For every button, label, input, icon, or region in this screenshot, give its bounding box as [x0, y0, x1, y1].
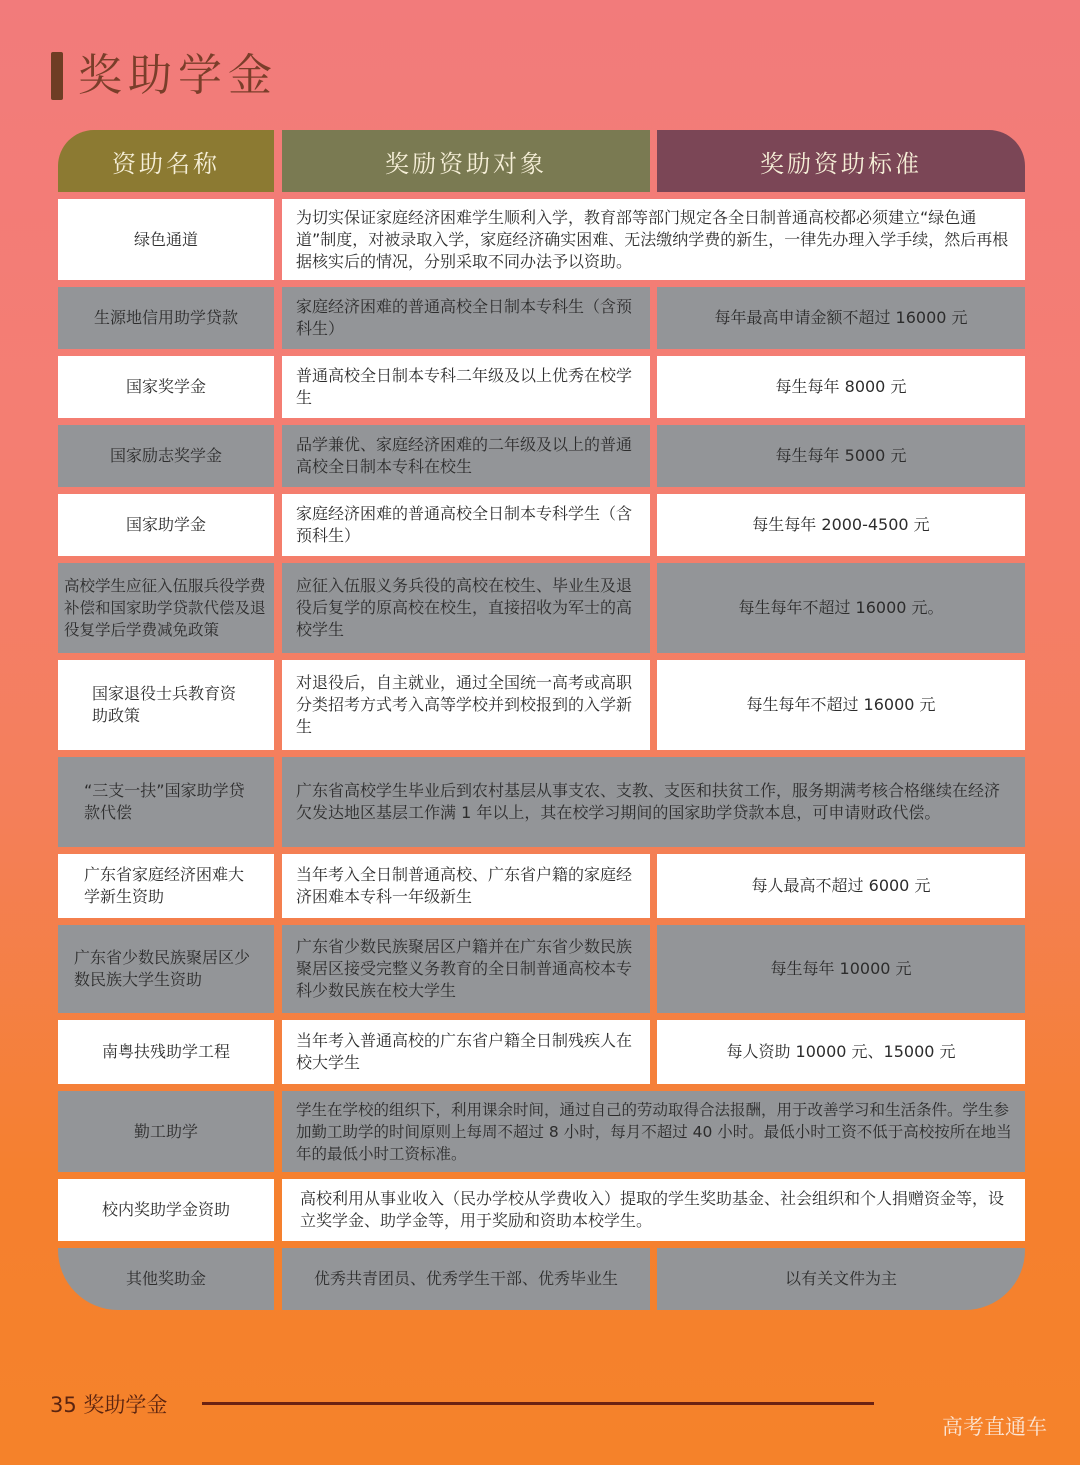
row-target: 当年考入普通高校的广东省户籍全日制残疾人在校大学生 — [282, 1020, 650, 1084]
page-title: 奖助学金 — [78, 50, 278, 101]
row-standard: 每人资助 10000 元、15000 元 — [657, 1020, 1025, 1084]
row-standard: 每生每年不超过 16000 元 — [657, 660, 1025, 750]
row-name: “三支一扶”国家助学贷款代偿 — [58, 757, 274, 847]
row-target: 应征入伍服义务兵役的高校在校生、毕业生及退役后复学的原高校在校生，直接招收为军士的高校学生 — [282, 563, 650, 653]
row-standard: 每生每年 10000 元 — [657, 925, 1025, 1013]
row-name: 广东省少数民族聚居区少数民族大学生资助 — [58, 925, 274, 1013]
row-name: 国家退役士兵教育资助政策 — [58, 660, 274, 750]
row-name: 高校学生应征入伍服兵役学费补偿和国家助学贷款代偿及退役复学后学费减免政策 — [58, 563, 274, 653]
header-aid-name: 资助名称 — [58, 130, 274, 192]
row-target: 普通高校全日制本专科二年级及以上优秀在校学生 — [282, 356, 650, 418]
row-name: 其他奖助金 — [58, 1248, 274, 1310]
row-standard: 每人最高不超过 6000 元 — [657, 854, 1025, 918]
row-target: 对退役后，自主就业，通过全国统一高考或高职分类招考方式考入高等学校并到校报到的入学新生 — [282, 660, 650, 750]
row-target: 当年考入全日制普通高校、广东省户籍的家庭经济困难本专科一年级新生 — [282, 854, 650, 918]
row-name: 勤工助学 — [58, 1091, 274, 1172]
footer-divider — [202, 1402, 874, 1405]
title-accent-bar — [51, 52, 63, 100]
row-standard: 以有关文件为主 — [657, 1248, 1025, 1310]
row-name: 广东省家庭经济困难大学新生资助 — [58, 854, 274, 918]
row-target: 优秀共青团员、优秀学生干部、优秀毕业生 — [282, 1248, 650, 1310]
row-name: 国家励志奖学金 — [58, 425, 274, 487]
row-target: 广东省少数民族聚居区户籍并在广东省少数民族聚居区接受完整义务教育的全日制普通高校本专科少数民族在校大学生 — [282, 925, 650, 1013]
row-standard: 每生每年不超过 16000 元。 — [657, 563, 1025, 653]
row-target: 品学兼优、家庭经济困难的二年级及以上的普通高校全日制本专科在校生 — [282, 425, 650, 487]
row-name: 国家奖学金 — [58, 356, 274, 418]
row-target: 高校利用从事业收入（民办学校从学费收入）提取的学生奖助基金、社会组织和个人捐赠资金等，设立奖学金、助学金等，用于奖励和资助本校学生。 — [282, 1179, 1025, 1241]
header-aid-standard: 奖励资助标准 — [657, 130, 1025, 192]
row-target: 为切实保证家庭经济困难学生顺利入学，教育部等部门规定各全日制普通高校都必须建立“绿色通道”制度，对被录取入学，家庭经济确实困难、无法缴纳学费的新生，一律先办理入学手续，然后再根据核实后的情况，分别采取不同办法予以资助。 — [282, 199, 1025, 280]
row-name: 国家助学金 — [58, 494, 274, 556]
row-name: 绿色通道 — [58, 199, 274, 280]
row-target: 家庭经济困难的普通高校全日制本专科生（含预科生） — [282, 287, 650, 349]
row-target: 家庭经济困难的普通高校全日制本专科学生（含预科生） — [282, 494, 650, 556]
row-standard: 每生每年 8000 元 — [657, 356, 1025, 418]
row-standard: 每生每年 2000-4500 元 — [657, 494, 1025, 556]
row-name: 校内奖助学金资助 — [58, 1179, 274, 1241]
row-name: 生源地信用助学贷款 — [58, 287, 274, 349]
page-footer-label: 35 奖助学金 — [50, 1393, 168, 1417]
row-target: 学生在学校的组织下，利用课余时间，通过自己的劳动取得合法报酬，用于改善学习和生活条件。学生参加勤工助学的时间原则上每周不超过 8 小时，每月不超过 40 小时。最低小时工资不低于高校按所在地当年的最低小时工资标准。 — [282, 1091, 1025, 1172]
row-name: 南粤扶残助学工程 — [58, 1020, 274, 1084]
row-standard: 每年最高申请金额不超过 16000 元 — [657, 287, 1025, 349]
row-target: 广东省高校学生毕业后到农村基层从事支农、支教、支医和扶贫工作，服务期满考核合格继续在经济欠发达地区基层工作满 1 年以上，其在校学习期间的国家助学贷款本息，可申请财政代偿。 — [282, 757, 1025, 847]
row-standard: 每生每年 5000 元 — [657, 425, 1025, 487]
header-aid-target: 奖励资助对象 — [282, 130, 650, 192]
watermark: 高考直通车 — [942, 1415, 1047, 1439]
